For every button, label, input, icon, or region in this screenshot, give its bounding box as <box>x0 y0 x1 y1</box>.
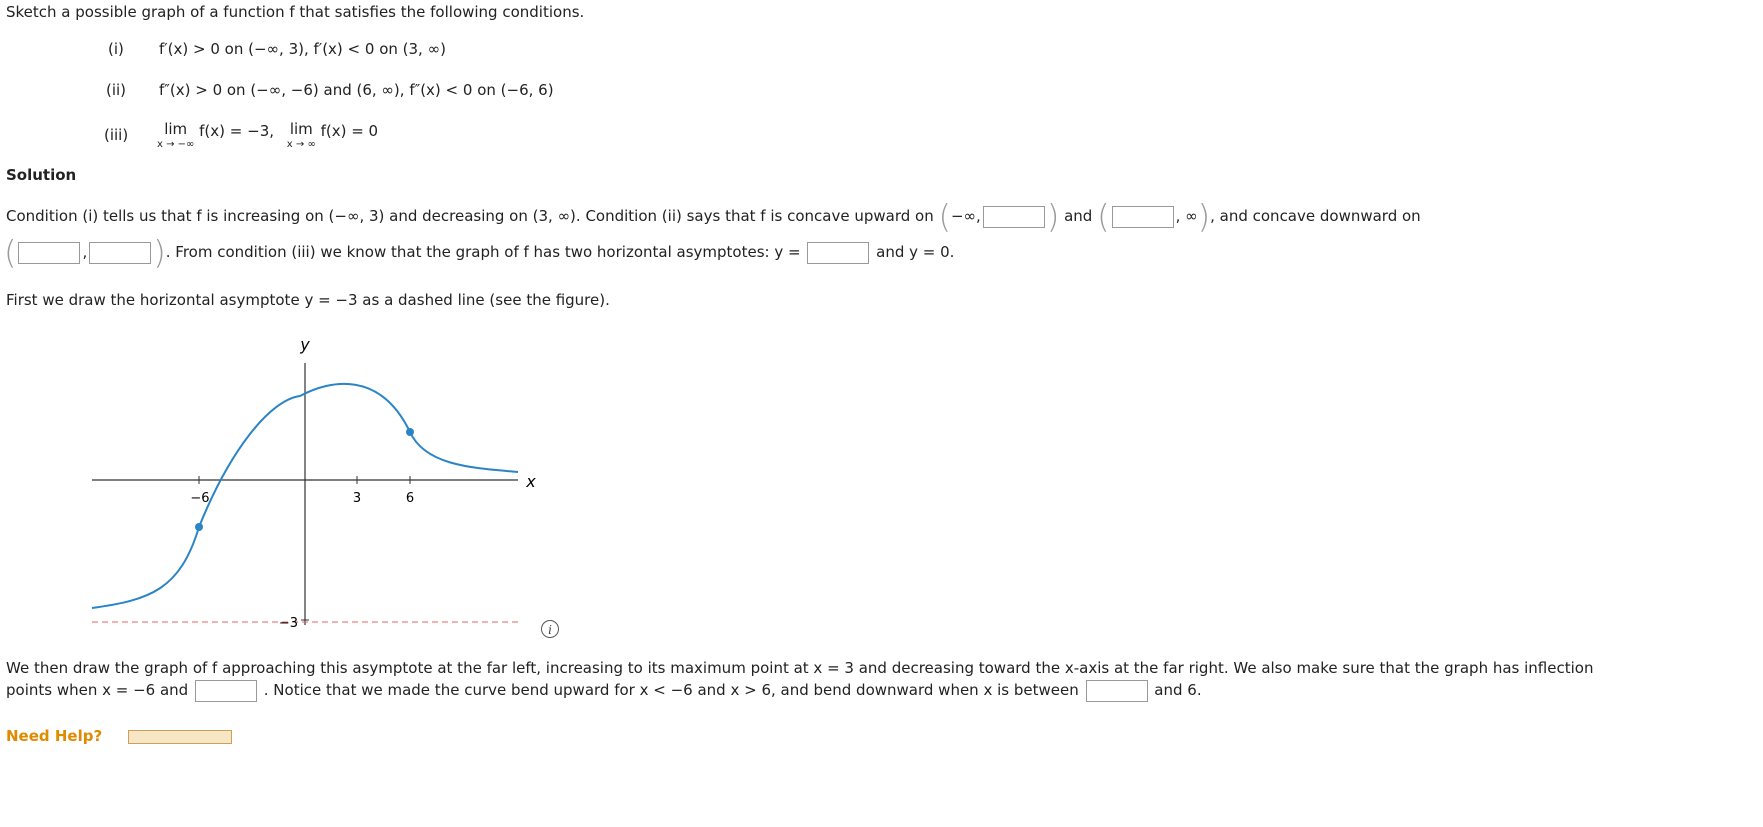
condition-i-text: f′(x) > 0 on (−∞, 3), f′(x) < 0 on (3, ∞) <box>159 40 446 58</box>
condition-i-number: (i) <box>108 40 124 58</box>
limit-neg-inf-expr: f(x) = −3, <box>199 122 275 140</box>
open-paren: ( <box>938 197 951 236</box>
open-paren: ( <box>4 233 17 272</box>
limit-pos-inf-expr: f(x) = 0 <box>320 122 379 140</box>
limit-neg-inf: lim x → −∞ <box>157 120 195 150</box>
tick-label-neg3: −3 <box>278 616 298 631</box>
open-paren: ( <box>1097 197 1110 236</box>
inflection-point-6 <box>406 428 414 436</box>
y-axis-label: y <box>300 335 310 354</box>
info-icon[interactable]: i <box>541 620 559 638</box>
problem-prompt: Sketch a possible graph of a function f that satisfies the following conditions. <box>6 3 585 21</box>
solution-line-2: ( , ). From condition (iii) we know that the graph of f has two horizontal asymptotes: y = and y = 0. <box>4 233 955 272</box>
x-axis-label: x <box>526 472 536 491</box>
tick-label-3: 3 <box>352 491 362 506</box>
inflection-line-1: We then draw the graph of f approaching this asymptote at the far left, increasing to its maximum point at x = 3 and decreasing toward the x-axis at the far right. We also make sure that the graph has inflection <box>6 659 1594 677</box>
need-help-label: Need Help? <box>6 727 103 745</box>
condition-iii-number: (iii) <box>104 126 129 144</box>
inflection-point-neg6 <box>195 523 203 531</box>
inflection-text-c: and 6. <box>1154 681 1202 699</box>
asymptote-text: . From condition (iii) we know that the graph of f has two horizontal asymptotes: y = <box>165 243 801 261</box>
solution-heading: Solution <box>6 166 77 184</box>
condition-ii-number: (ii) <box>106 81 127 99</box>
concavity-text: Condition (i) tells us that f is increasing on (−∞, 3) and decreasing on (3, ∞). Condition (ii) says that f is concave upward on <box>6 207 934 225</box>
concave-down-between-input[interactable] <box>1086 680 1148 702</box>
inflection-point-input[interactable] <box>195 680 257 702</box>
close-paren: ) <box>1197 197 1211 236</box>
dashed-asymptote-text: First we draw the horizontal asymptote y = −3 as a dashed line (see the figure). <box>6 291 610 309</box>
close-paren: ) <box>153 233 166 272</box>
condition-ii-text: f″(x) > 0 on (−∞, −6) and (6, ∞), f″(x) < 0 on (−6, 6) <box>159 81 554 99</box>
close-paren: ) <box>1046 197 1060 236</box>
hint-button[interactable] <box>128 730 232 744</box>
inflection-text-b: . Notice that we made the curve bend upward for x < −6 and x > 6, and bend downward when x is between <box>263 681 1079 699</box>
tick-label-neg6: −6 <box>190 491 210 506</box>
tick-label-6: 6 <box>405 491 415 506</box>
limit-pos-inf: lim x → ∞ <box>286 120 316 150</box>
asymptote-y0-text: and y = 0. <box>876 243 955 261</box>
infinity-text: , ∞ <box>1175 207 1198 225</box>
inflection-line-2 <box>6 678 1202 702</box>
neg-infinity-text: −∞, <box>950 207 981 225</box>
and-text: and <box>1064 207 1093 225</box>
concave-down-text: , and concave downward on <box>1210 207 1421 225</box>
inflection-text-a: points when x = −6 and <box>6 681 189 699</box>
